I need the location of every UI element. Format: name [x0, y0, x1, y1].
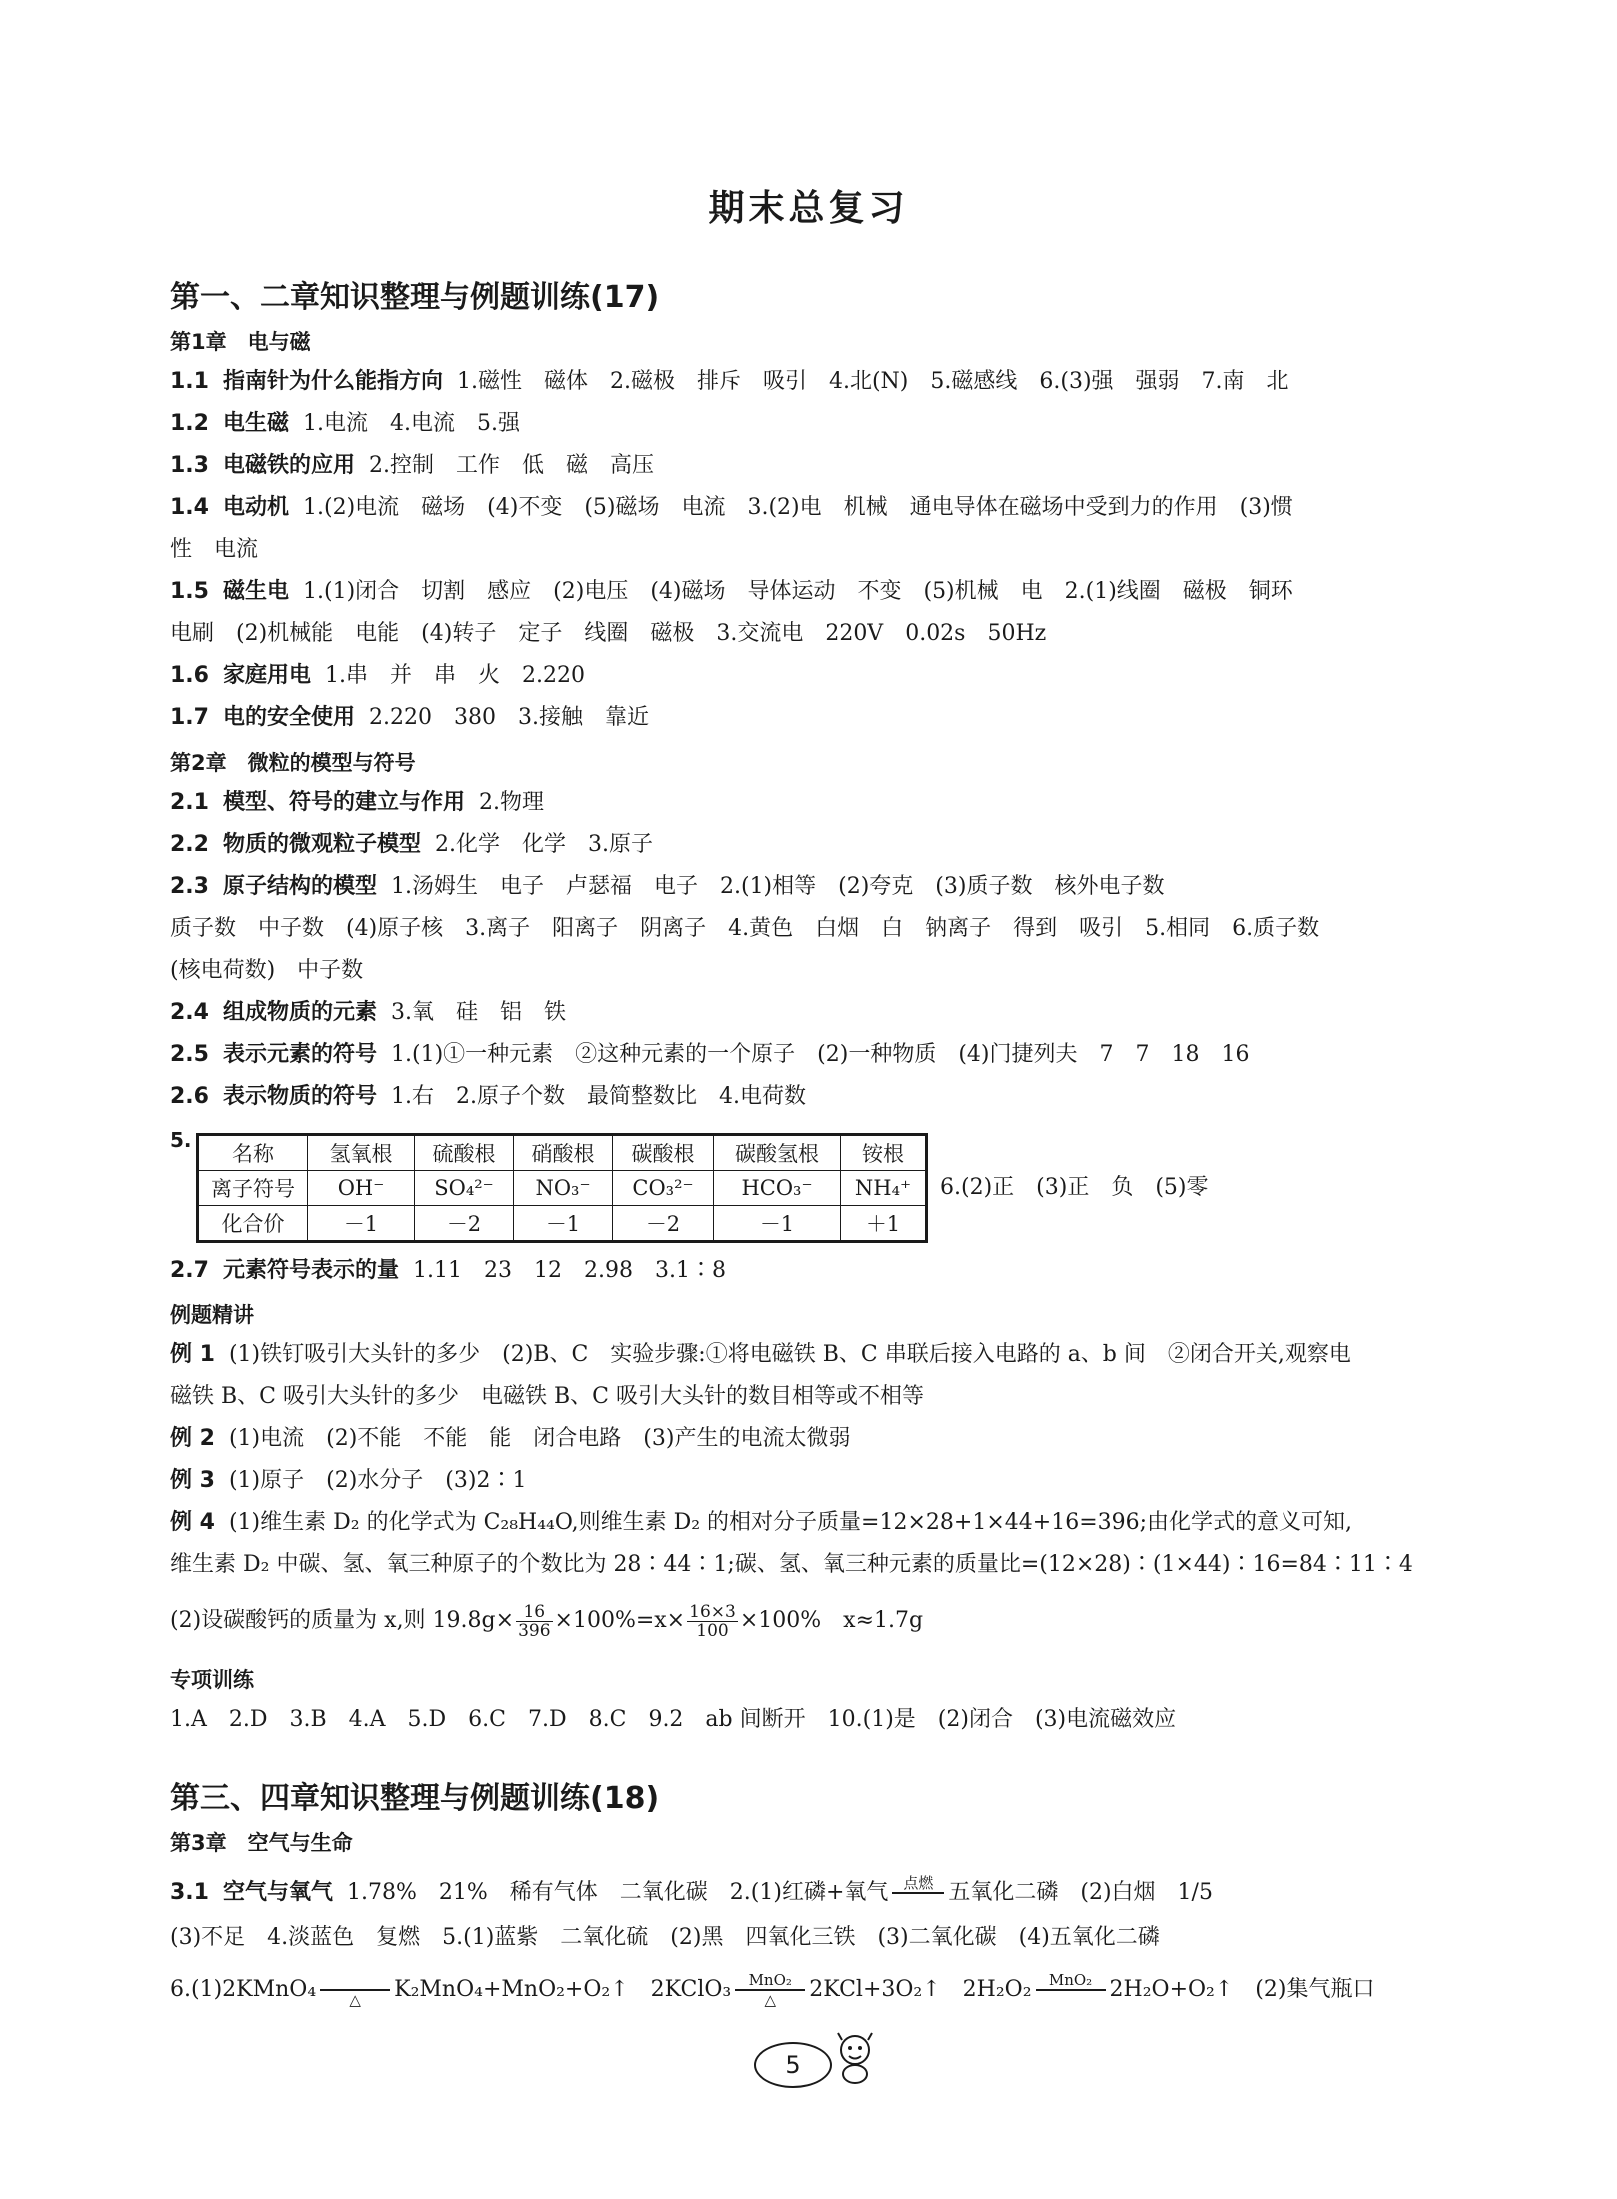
table-cell: SO₄²⁻	[415, 1171, 514, 1206]
example-3: 例 3 (1)原子 (2)水分子 (3)2∶1	[170, 1468, 527, 1493]
fraction: $\frac{16}{396}$	[518, 1601, 551, 1641]
example-1: 例 1 (1)铁钉吸引大头针的多少 (2)B、C 实验步骤:①将电磁铁 B、C 串联后接入电路的 a、b 间 ②闭合开关,观察电	[170, 1342, 1351, 1367]
line-1-6: 1.6 家庭用电 1.串 并 串 火 2.220	[170, 663, 585, 688]
table-cell: ＋1	[841, 1206, 927, 1242]
table-cell: －1	[308, 1206, 415, 1242]
line-1-7: 1.7 电的安全使用 2.220 380 3.接触 靠近	[170, 705, 649, 730]
line-1-4-cont: 性 电流	[170, 537, 259, 562]
chapter1-heading: 第1章 电与磁	[170, 330, 311, 354]
chapter3-heading: 第3章 空气与生命	[170, 1831, 353, 1855]
table-cell: 碳酸氢根	[714, 1135, 841, 1171]
table-row	[198, 1206, 927, 1242]
line-2-6: 2.6 表示物质的符号 1.右 2.原子个数 最简整数比 4.电荷数	[170, 1084, 806, 1109]
examples-heading: 例题精讲	[170, 1303, 254, 1327]
line-2-1: 2.1 模型、符号的建立与作用 2.物理	[170, 790, 544, 815]
special-training-answers: 1.A 2.D 3.B 4.A 5.D 6.C 7.D 8.C 9.2 ab 间断开 10.(1)是 (2)闭合 (3)电流磁效应	[170, 1707, 1177, 1732]
special-training-heading: 专项训练	[170, 1668, 254, 1692]
table-cell: CO₃²⁻	[613, 1171, 714, 1206]
table-cell: 化合价	[198, 1206, 308, 1242]
table-cell: NO₃⁻	[514, 1171, 613, 1206]
question-5-label: 5.	[170, 1128, 192, 1152]
table-row	[198, 1135, 927, 1171]
chapter2-heading: 第2章 微粒的模型与符号	[170, 751, 416, 775]
mascot-icon	[830, 2030, 880, 2086]
line-3-1: 3.1 空气与氧气 1.78% 21% 稀有气体 二氧化碳 2.(1)红磷+氧气 点燃 五氧化二磷 (2)白烟 1/5	[170, 1870, 1213, 1916]
table-cell: －2	[613, 1206, 714, 1242]
table-cell: 铵根	[841, 1135, 927, 1171]
reaction-arrow: △	[320, 1972, 390, 2008]
line-1-5: 1.5 磁生电 1.(1)闭合 切割 感应 (2)电压 (4)磁场 导体运动 不变 (5)机械 电 2.(1)线圈 磁极 铜环	[170, 579, 1293, 604]
example-1-cont: 磁铁 B、C 吸引大头针的多少 电磁铁 B、C 吸引大头针的数目相等或不相等	[170, 1384, 924, 1409]
line-2-7: 2.7 元素符号表示的量 1.11 23 12 2.98 3.1∶8	[170, 1258, 726, 1283]
line-1-2: 1.2 电生磁 1.电流 4.电流 5.强	[170, 411, 520, 436]
table-cell: －1	[714, 1206, 841, 1242]
table-cell: 离子符号	[198, 1171, 308, 1206]
table-cell: 硫酸根	[415, 1135, 514, 1171]
line-2-3-cont2: (核电荷数) 中子数	[170, 958, 364, 983]
reaction-arrow: MnO₂	[1036, 1972, 1106, 2008]
line-1-1: 1.1 指南针为什么能指方向 1.磁性 磁体 2.磁极 排斥 吸引 4.北(N) 5.磁感线 6.(3)强 强弱 7.南 北	[170, 369, 1289, 394]
line-3-1-cont: (3)不足 4.淡蓝色 复燃 5.(1)蓝紫 二氧化硫 (2)黑 四氧化三铁 (3)二氧化碳 (4)五氧化二磷	[170, 1925, 1160, 1950]
line-2-3-cont: 质子数 中子数 (4)原子核 3.离子 阳离子 阴离子 4.黄色 白烟 白 钠离子 得到 吸引 5.相同 6.质子数	[170, 916, 1320, 941]
line-2-5: 2.5 表示元素的符号 1.(1)①一种元素 ②这种元素的一个原子 (2)一种物质 (4)门捷列夫 7 7 18 16	[170, 1042, 1250, 1067]
question-6-answer: 6.(2)正 (3)正 负 (5)零	[940, 1175, 1209, 1200]
fraction: $\frac{16\times 3}{100}$	[689, 1601, 736, 1641]
table-cell: －2	[415, 1206, 514, 1242]
reaction-arrow: MnO₂ △	[735, 1972, 805, 2008]
line-3-1-q6: 6.(1)2KMnO₄ △ K₂MnO₄+MnO₂+O₂↑ 2KClO₃ MnO₂ △ 2KCl+3O₂↑ 2H₂O₂ MnO₂ 2H₂O+O₂↑ (2)集气瓶口	[170, 1971, 1375, 2009]
table-cell: －1	[514, 1206, 613, 1242]
table-cell: 硝酸根	[514, 1135, 613, 1171]
ion-table	[196, 1133, 928, 1243]
example-4-part2: (2)设碳酸钙的质量为 x,则 19.8g× $\frac{16}{396}$ ×100%=x× $\frac{16\times 3}{100}$ ×100% x≈1.7g	[170, 1601, 924, 1641]
line-1-3: 1.3 电磁铁的应用 2.控制 工作 低 磁 高压	[170, 453, 654, 478]
line-2-2: 2.2 物质的微观粒子模型 2.化学 化学 3.原子	[170, 832, 653, 857]
table-cell: NH₄⁺	[841, 1171, 927, 1206]
page-number: 5	[754, 2042, 832, 2088]
example-2: 例 2 (1)电流 (2)不能 不能 能 闭合电路 (3)产生的电流太微弱	[170, 1426, 851, 1451]
reaction-arrow: 点燃	[892, 1875, 944, 1911]
example-4: 例 4 (1)维生素 D₂ 的化学式为 C₂₈H₄₄O,则维生素 D₂ 的相对分子质量=12×28+1×44+16=396;由化学式的意义可知,	[170, 1510, 1353, 1535]
section1-title: 第一、二章知识整理与例题训练(17)	[170, 280, 660, 315]
line-1-4: 1.4 电动机 1.(2)电流 磁场 (4)不变 (5)磁场 电流 3.(2)电 机械 通电导体在磁场中受到力的作用 (3)惯	[170, 495, 1293, 520]
line-1-5-cont: 电刷 (2)机械能 电能 (4)转子 定子 线圈 磁极 3.交流电 220V 0.02s 50Hz	[170, 621, 1047, 646]
table-cell: OH⁻	[308, 1171, 415, 1206]
page-title: 期末总复习	[708, 188, 909, 229]
table-cell: 名称	[198, 1135, 308, 1171]
table-row	[198, 1171, 927, 1206]
line-2-4: 2.4 组成物质的元素 3.氧 硅 铝 铁	[170, 1000, 566, 1025]
section2-title: 第三、四章知识整理与例题训练(18)	[170, 1781, 660, 1816]
table-cell: HCO₃⁻	[714, 1171, 841, 1206]
table-cell: 氢氧根	[308, 1135, 415, 1171]
example-4-cont: 维生素 D₂ 中碳、氢、氧三种原子的个数比为 28∶44∶1;碳、氢、氧三种元素的质量比=(12×28)∶(1×44)∶16=84∶11∶4	[170, 1552, 1413, 1577]
line-2-3: 2.3 原子结构的模型 1.汤姆生 电子 卢瑟福 电子 2.(1)相等 (2)夸克 (3)质子数 核外电子数	[170, 874, 1165, 899]
table-cell: 碳酸根	[613, 1135, 714, 1171]
